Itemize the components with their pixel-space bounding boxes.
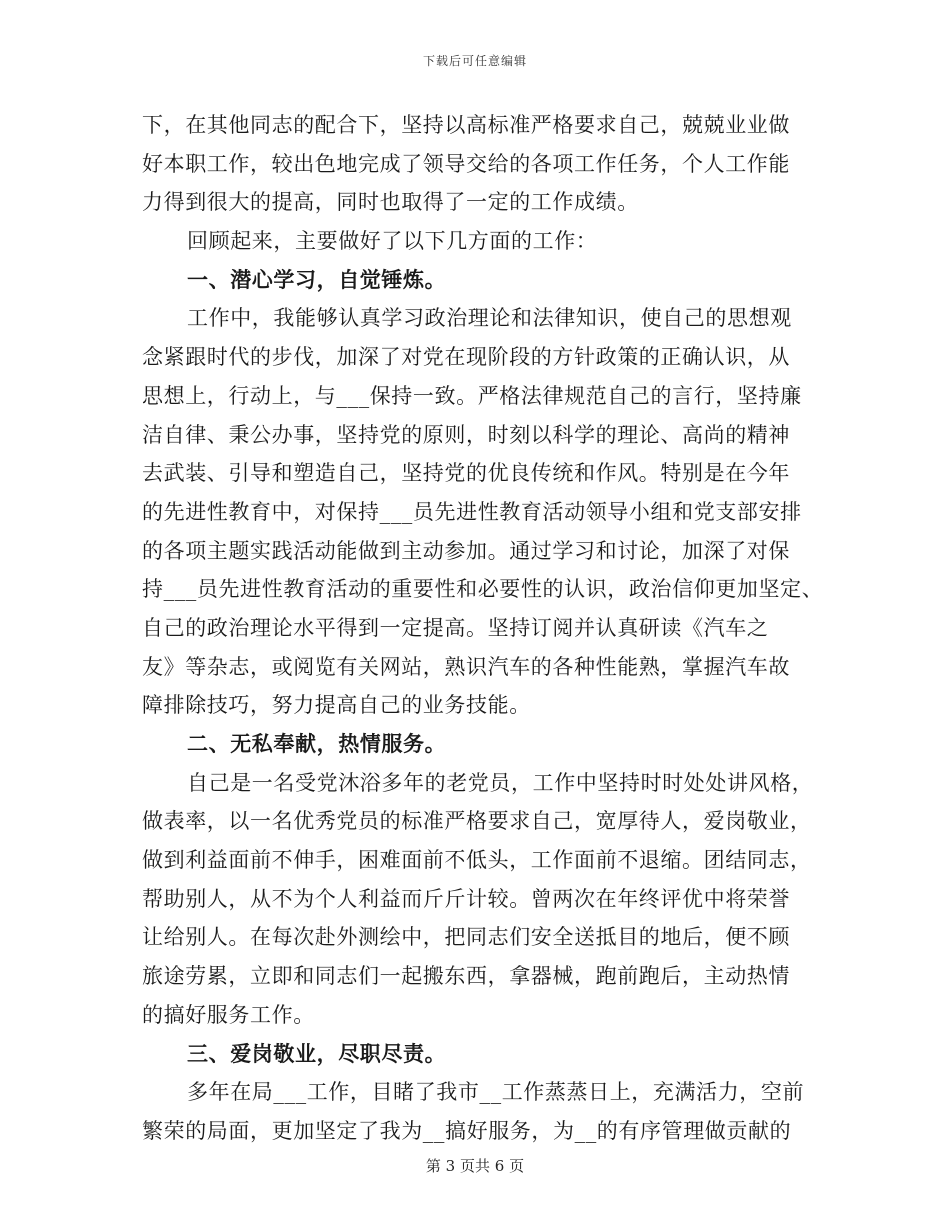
text-line: 让给别人。在每次赴外测绘中，把同志们安全送抵目的地后，便不顾 bbox=[142, 925, 790, 950]
page-number-footer: 第 3 页共 6 页 bbox=[425, 1157, 525, 1175]
text-line: 下，在其他同志的配合下，坚持以高标准严格要求自己，兢兢业业做 bbox=[142, 113, 790, 137]
text-line: 繁荣的局面，更加坚定了我为__搞好服务，为__的有序管理做贡献的 bbox=[142, 1118, 792, 1143]
section-heading: 二、无私奉献，热情服务。 bbox=[187, 731, 447, 756]
text-line: 回顾起来，主要做好了以下几方面的工作： bbox=[187, 229, 598, 254]
text-line: 做表率，以一名优秀党员的标准严格要求自己，宽厚待人，爱岗敬业， bbox=[142, 809, 812, 834]
text-line: 的先进性教育中，对保持___员先进性教育活动领导小组和党支部安排 bbox=[142, 499, 802, 524]
text-line: 好本职工作，较出色地完成了领导交给的各项工作任务，个人工作能 bbox=[142, 151, 790, 176]
section-heading: 三、爱岗敬业，尽职尽责。 bbox=[187, 1040, 447, 1066]
text-line: 的搞好服务工作。 bbox=[142, 1002, 315, 1027]
text-line: 持___员先进性教育活动的重要性和必要性的认识，政治信仰更加坚定、 bbox=[142, 577, 824, 602]
section-heading: 一、潜心学习，自觉锤炼。 bbox=[187, 266, 447, 292]
text-line: 旅途劳累，立即和同志们一起搬东西，拿器械，跑前跑后，主动热情 bbox=[142, 964, 790, 989]
text-line: 自己的政治理论水平得到一定提高。坚持订阅并认真研读《汽车之 bbox=[142, 615, 769, 640]
text-line: 力得到很大的提高，同时也取得了一定的工作成绩。 bbox=[142, 190, 639, 215]
text-line: 工作中，我能够认真学习政治理论和法律知识，使自己的思想观 bbox=[187, 306, 792, 331]
text-line: 障排除技巧，努力提高自己的业务技能。 bbox=[142, 693, 531, 718]
text-line: 的各项主题实践活动能做到主动参加。通过学习和讨论，加深了对保 bbox=[142, 538, 790, 563]
text-line: 自己是一名受党沐浴多年的老党员，工作中坚持时时处处讲风格， bbox=[187, 770, 814, 795]
text-line: 思想上，行动上，与___保持一致。严格法律规范自己的言行，坚持廉 bbox=[142, 383, 802, 408]
text-line: 念紧跟时代的步伐，加深了对党在现阶段的方针政策的正确认识，从 bbox=[142, 345, 790, 370]
text-line: 友》等杂志，或阅览有关网站，熟识汽车的各种性能熟，掌握汽车故 bbox=[142, 654, 790, 679]
text-line: 帮助别人，从不为个人利益而斤斤计较。曾两次在年终评优中将荣誉 bbox=[142, 886, 790, 911]
text-line: 多年在局___工作，目睹了我市__工作蒸蒸日上，充满活力，空前 bbox=[187, 1080, 805, 1105]
text-line: 洁自律、秉公办事，坚持党的原则，时刻以科学的理论、高尚的精神 bbox=[142, 422, 790, 447]
text-line: 去武装、引导和塑造自己，坚持党的优良传统和作风。特别是在今年 bbox=[142, 461, 790, 486]
page-header: 下载后可任意编辑 bbox=[422, 54, 527, 68]
document-body bbox=[142, 106, 824, 1151]
text-line: 做到利益面前不伸手，困难面前不低头，工作面前不退缩。团结同志， bbox=[142, 848, 812, 873]
